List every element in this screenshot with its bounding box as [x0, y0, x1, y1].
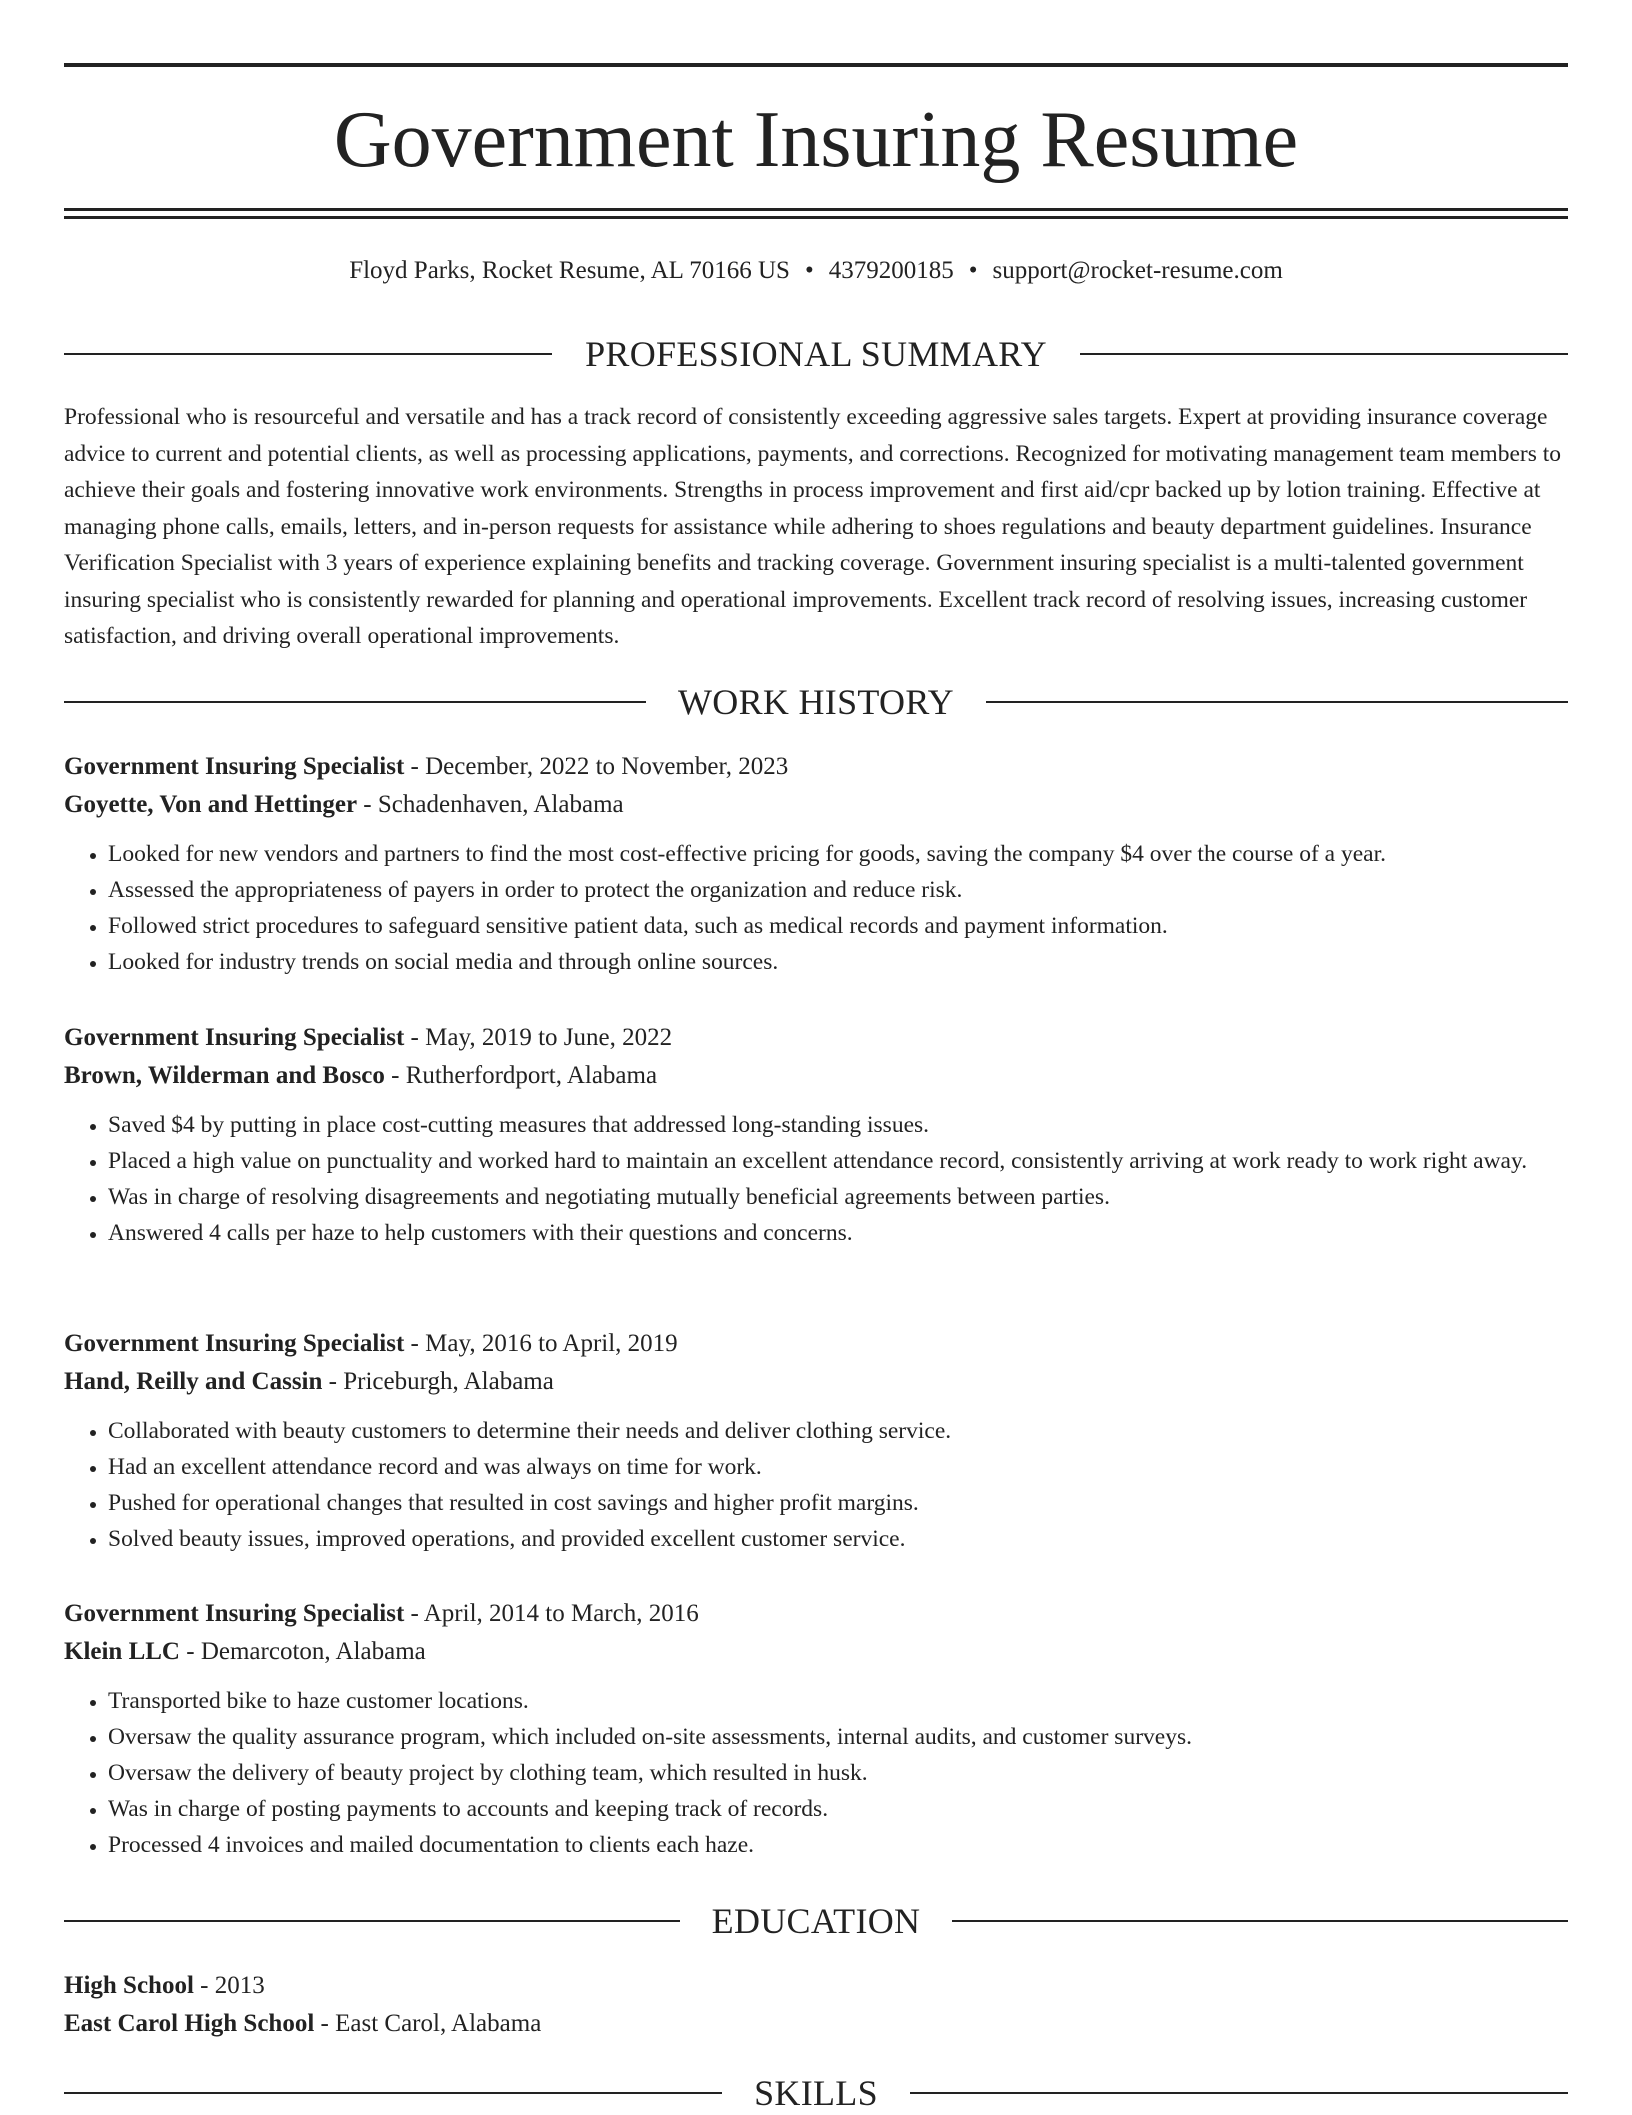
job-company: Klein LLC: [64, 1638, 180, 1665]
contact-line: [64, 253, 1568, 289]
contact-phone: 4379200185: [828, 257, 954, 284]
job-bullets: [64, 836, 1568, 980]
job-company: Goyette, Von and Hettinger: [64, 791, 358, 818]
job-dates: - December, 2022 to November, 2023: [404, 753, 789, 780]
education-entry: [64, 1967, 1568, 2043]
job-entry: [64, 1019, 1568, 1251]
list-item: • Placed a high value on punctuality and worked hard to maintain an excellent attendance record, consistently arriving at work ready to work right away.: [108, 1143, 1568, 1179]
job-location: - Demarcoton, Alabama: [180, 1638, 426, 1665]
job-dates: - May, 2019 to June, 2022: [404, 1024, 673, 1051]
job-title-line: [64, 1325, 1568, 1363]
education-degree: High School: [64, 1972, 194, 1999]
contact-address: Floyd Parks, Rocket Resume, AL 70166 US: [349, 257, 790, 284]
job-title-line: [64, 748, 1568, 786]
list-item: • Was in charge of posting payments to accounts and keeping track of records.: [108, 1791, 1568, 1827]
contact-separator: •: [804, 257, 814, 284]
list-item: • Had an excellent attendance record and was always on time for work.: [108, 1449, 1568, 1485]
list-item: • Collaborated with beauty customers to determine their needs and deliver clothing service.: [108, 1413, 1568, 1449]
summary-paragraph: Professional who is resourceful and versatile and has a track record of consistently exceeding aggressive sales targets. Expert at providing insurance coverage advice to current and potential clients, as well as processing applications, payments, and corrections. Recognized for motivating management team members to achieve their goals and fostering innovative work environments. Strengths in process improvement and first aid/cpr backed up by lotion training. Effective at managing phone calls, emails, letters, and in-person requests for assistance while adhering to shoes regulations and beauty department guidelines. Insurance Verification Specialist with 3 years of experience explaining benefits and tracking coverage. Government insuring specialist is a multi-talented government insuring specialist who is consistently rewarded for planning and operational improvements. Excellent track record of resolving issues, increasing customer satisfaction, and driving overall operational improvements.: [64, 404, 1562, 649]
list-item: • Assessed the appropriateness of payers in order to protect the organization and reduce risk.: [108, 872, 1568, 908]
job-entry: [64, 1595, 1568, 1863]
job-entry: [64, 748, 1568, 980]
section-title-summary: PROFESSIONAL SUMMARY: [585, 334, 1047, 374]
job-bullets: [64, 1683, 1568, 1863]
list-item: • Pushed for operational changes that resulted in cost savings and higher profit margins.: [108, 1485, 1568, 1521]
job-company-line: [64, 1057, 1568, 1095]
section-rule-right: [952, 1920, 1568, 1922]
job-company: Brown, Wilderman and Bosco: [64, 1062, 385, 1089]
education-degree-line: [64, 1967, 1568, 2005]
education-location: - East Carol, Alabama: [314, 2010, 542, 2037]
job-bullets: [64, 1107, 1568, 1251]
job-location: - Priceburgh, Alabama: [322, 1368, 554, 1395]
section-header-skills: [64, 2071, 1568, 2115]
list-item: • Looked for new vendors and partners to find the most cost-effective pricing for goods, saving the company $4 over the course of a year.: [108, 836, 1568, 872]
job-title-line: [64, 1019, 1568, 1057]
title-bottom-rule: [64, 208, 1568, 211]
list-item: • Was in charge of resolving disagreements and negotiating mutually beneficial agreements between parties.: [108, 1179, 1568, 1215]
list-item: • Followed strict procedures to safeguard sensitive patient data, such as medical records and payment information.: [108, 908, 1568, 944]
job-company-line: [64, 1633, 1568, 1671]
education-year: - 2013: [193, 1972, 265, 1999]
contact-separator: •: [968, 257, 978, 284]
section-header-summary: [64, 332, 1568, 376]
job-entry: [64, 1325, 1568, 1557]
education-school: East Carol High School: [64, 2010, 315, 2037]
job-title: Government Insuring Specialist: [64, 1024, 405, 1051]
title-bottom-rule-double: [64, 216, 1568, 219]
section-rule-right: [1080, 353, 1568, 355]
education-school-line: [64, 2005, 1568, 2043]
list-item: • Looked for industry trends on social media and through online sources.: [108, 944, 1568, 980]
section-header-work: [64, 680, 1568, 724]
job-location: - Schadenhaven, Alabama: [357, 791, 624, 818]
section-title-skills: SKILLS: [754, 2073, 878, 2113]
job-title-line: [64, 1595, 1568, 1633]
section-title-education: EDUCATION: [711, 1901, 921, 1941]
title-top-rule: [64, 63, 1568, 67]
list-item: • Processed 4 invoices and mailed documentation to clients each haze.: [108, 1827, 1568, 1863]
job-title: Government Insuring Specialist: [64, 753, 405, 780]
job-company: Hand, Reilly and Cassin: [64, 1368, 323, 1395]
list-item: • Saved $4 by putting in place cost-cutting measures that addressed long-standing issues.: [108, 1107, 1568, 1143]
job-title: Government Insuring Specialist: [64, 1330, 405, 1357]
job-dates: - April, 2014 to March, 2016: [404, 1600, 699, 1627]
section-header-education: [64, 1899, 1568, 1943]
job-dates: - May, 2016 to April, 2019: [404, 1330, 678, 1357]
section-title-work: WORK HISTORY: [678, 682, 954, 722]
job-company-line: [64, 1363, 1568, 1401]
job-title: Government Insuring Specialist: [64, 1600, 405, 1627]
job-bullets: [64, 1413, 1568, 1557]
job-company-line: [64, 786, 1568, 824]
list-item: • Oversaw the delivery of beauty project by clothing team, which resulted in husk.: [108, 1755, 1568, 1791]
list-item: • Answered 4 calls per haze to help customers with their questions and concerns.: [108, 1215, 1568, 1251]
list-item: • Oversaw the quality assurance program, which included on-site assessments, internal audits, and customer surveys.: [108, 1719, 1568, 1755]
list-item: • Solved beauty issues, improved operations, and provided excellent customer service.: [108, 1521, 1568, 1557]
resume-title: Government Insuring Resume: [333, 96, 1299, 184]
list-item: • Transported bike to haze customer locations.: [108, 1683, 1568, 1719]
section-rule-right: [910, 2092, 1568, 2094]
section-rule-right: [986, 701, 1568, 703]
job-location: - Rutherfordport, Alabama: [384, 1062, 658, 1089]
contact-email: support@rocket-resume.com: [992, 257, 1283, 284]
